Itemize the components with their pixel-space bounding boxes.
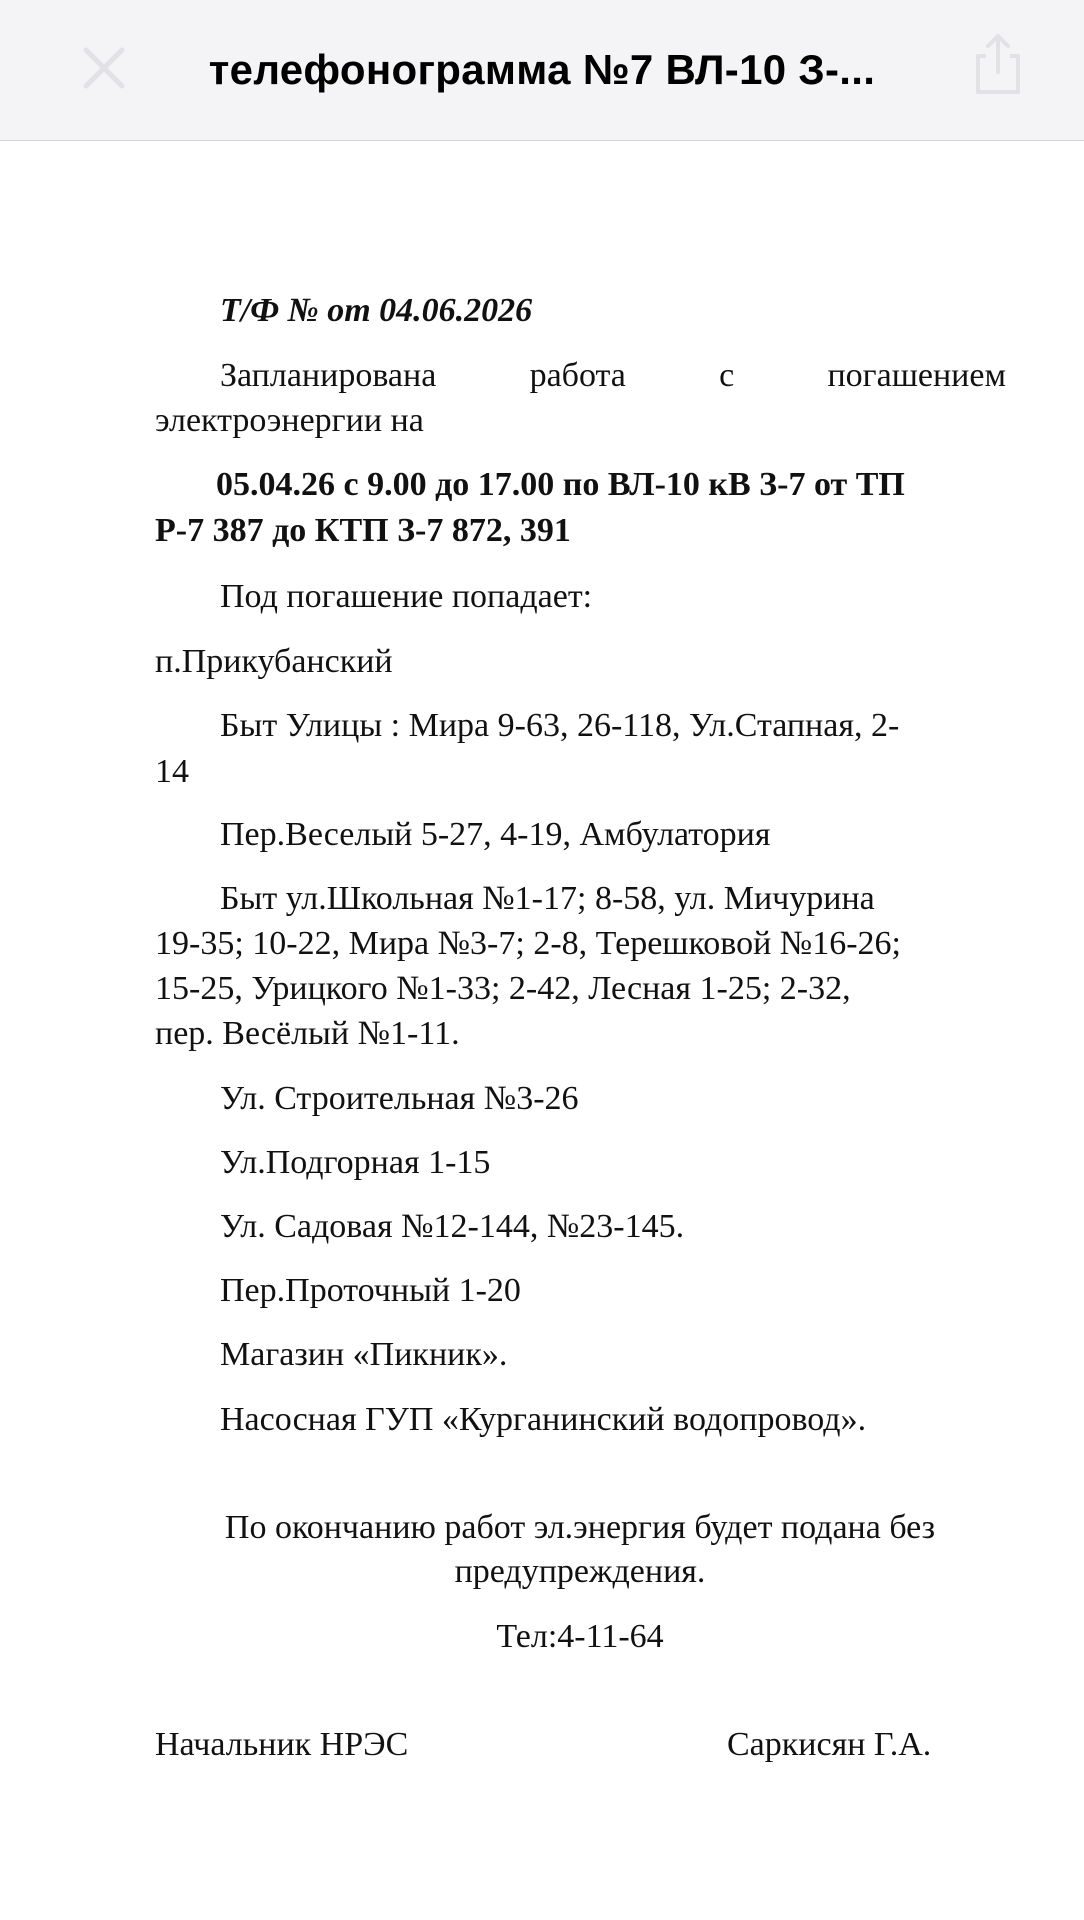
intro-word: Запланирована [220,357,437,394]
street-list-line: 19-35; 10-22, Мира №3-7; 2-8, Терешковой №16-26; [155,925,901,962]
street-list-line: Пер.Проточный 1-20 [220,1272,521,1309]
document-page [0,141,1084,1920]
street-list-line: 14 [155,753,189,790]
street-list-line: пер. Весёлый №1-11. [155,1015,460,1052]
street-list-line: Быт ул.Школьная №1-17; 8-58, ул. Мичурина [220,880,875,917]
settlement-name: п.Прикубанский [155,643,393,680]
intro-word: погашением [827,357,1006,394]
signature-name: Саркисян Г.А. [727,1726,932,1763]
intro-line-2: электроэнергии на [155,402,424,439]
document-title: телефонограмма №7 ВЛ-10 З-... [208,46,876,93]
close-icon [76,40,132,96]
street-list-line: Быт Улицы : Мира 9-63, 26-118, Ул.Стапная, 2- [220,707,900,744]
intro-word: с [719,357,735,394]
street-list-line: Ул. Строительная №3-26 [220,1080,579,1117]
intro-line-1 [220,354,1006,398]
signature-role: Начальник НРЭС [155,1726,409,1763]
outage-label: Под погашение попадает: [220,578,593,615]
street-list-line: Ул. Садовая №12-144, №23-145. [220,1208,685,1245]
share-button[interactable] [968,30,1028,100]
notice-line-1: По окончанию работ эл.энергия будет подана без [224,1509,936,1546]
street-list-line: 15-25, Урицкого №1-33; 2-42, Лесная 1-25; 2-32, [155,970,851,1007]
document-heading: Т/Ф № от 04.06.2026 [220,292,533,329]
schedule-line-1: 05.04.26 с 9.00 до 17.00 по ВЛ-10 кВ З-7 от ТП [216,466,905,503]
share-icon [968,30,1028,100]
close-button[interactable] [76,40,132,96]
phone-number: Тел:4-11-64 [496,1618,664,1655]
street-list-line: Ул.Подгорная 1-15 [220,1144,491,1181]
header-bar [0,0,1084,141]
intro-word: работа [529,357,626,394]
street-list-line: Насосная ГУП «Курганинский водопровод». [220,1401,867,1438]
schedule-line-2: Р-7 387 до КТП З-7 872, 391 [155,512,571,549]
street-list-line: Пер.Веселый 5-27, 4-19, Амбулатория [220,816,771,853]
street-list-line: Магазин «Пикник». [220,1336,508,1373]
notice-line-2: предупреждения. [454,1553,706,1590]
